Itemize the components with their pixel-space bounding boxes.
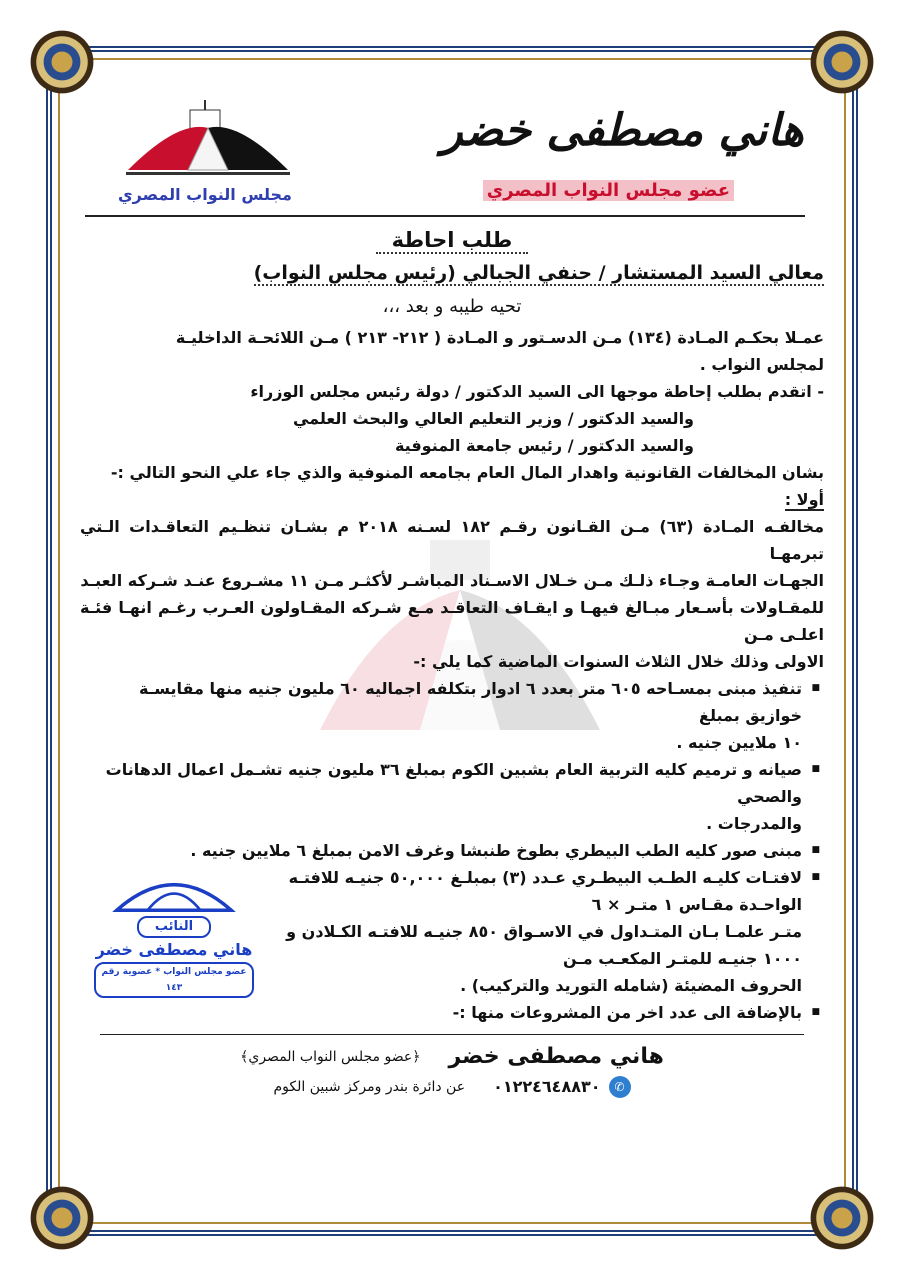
footer-name: هاني مصطفى خضر <box>448 1044 664 1069</box>
corner-ornament <box>22 22 102 102</box>
bullet-item: ■ لافتـات كليـه الطـب البيطـري عـدد (٣) بمبلـغ ٥٠,٠٠٠ جنيـه للافتـه الواحـدة مقـاس ١ متـر × ٦ <box>80 864 824 918</box>
corner-ornament <box>802 22 882 102</box>
addressee-row <box>80 256 824 290</box>
document-title: طلب احاطة <box>376 228 529 254</box>
paragraph-line: الاولى وذلك خلال الثلاث السنوات الماضية كما يلي :- <box>413 652 824 671</box>
recipient-line: والسيد الدكتور / رئيس جامعة المنوفية <box>394 436 694 455</box>
section-first-row <box>80 486 824 513</box>
bullet-item: ■ بالإضافة الى عدد اخر من المشروعات منها :- <box>80 999 824 1026</box>
bullet-continuation: الحروف المضيئة (شامله التوريد والتركيب) . <box>460 976 802 995</box>
stamp-bottom-text: عضو مجلس النواب * عضوية رقم ١٤٣ <box>94 962 254 998</box>
letter-body <box>80 224 824 1101</box>
footer-phone-group <box>493 1073 630 1101</box>
intro-line: لمجلس النواب . <box>699 355 824 374</box>
bullet-item: ■ صيانه و ترميم كليه التربية العام بشبين الكوم بمبلغ ٣٦ مليون جنيه تشـمل اعمال الدهانات والصحي <box>80 756 824 810</box>
bullet-continuation: متـر علمـا بـان المتـداول في الاسـواق ٨٥٠ جنيـه للافتـه الكـلادن و ١٠٠٠ جنيـه للمتـر المكعـب مـن <box>286 922 802 968</box>
recipient-line: والسيد الدكتور / وزير التعليم العالي والبحث العلمي <box>292 409 694 428</box>
paragraph-line: مخالفـه المـادة (٦٣) مـن القـانون رقـم ١٨٢ لسـنه ٢٠١٨ م بشـان تنظـيم التعاقـدات الـتي تبرمهـا <box>80 517 824 563</box>
footer-constituency: عن دائرة بندر ومركز شبين الكوم <box>273 1079 466 1095</box>
parliament-logo-caption: مجلس النواب المصري <box>118 185 292 204</box>
member-title: عضو مجلس النواب المصري <box>483 180 734 201</box>
signature-name: هاني مصطفى خضر <box>441 105 804 156</box>
footer-divider <box>100 1034 804 1035</box>
stamp-name: هاني مصطفى خضر <box>95 940 253 959</box>
footer-name-row <box>80 1041 824 1073</box>
corner-ornament <box>802 1178 882 1258</box>
footer-phone: ٠١٢٢٤٦٤٨٨٣٠ <box>493 1077 601 1096</box>
bullet-item: ■ تنفيذ مبنى بمسـاحه ٦٠٥ متر بعدد ٦ ادوار بتكلفه اجماليه ٦٠ مليون جنيه منها مقايسـة خوازيق بمبلغ <box>80 675 824 729</box>
header-divider <box>85 215 805 217</box>
section-first-heading: أولا : <box>784 490 824 509</box>
bullet-continuation: ١٠ ملايين جنيه . <box>676 733 802 752</box>
document-title-row <box>80 224 824 256</box>
bullet-item: ■ مبنى صور كليه الطب البيطري بطوخ طنبشا وغرف الامن بمبلغ ٦ ملايين جنيه . <box>80 837 824 864</box>
bullet-continuation: والمدرجات . <box>706 814 802 833</box>
addressee: معالي السيد المستشار / حنفي الجبالي (رئيس مجلس النواب) <box>253 262 824 284</box>
recipient-line: - اتقدم بطلب إحاطة موجها الى السيد الدكتور / دولة رئيس مجلس الوزراء <box>250 382 824 401</box>
corner-ornament <box>22 1178 102 1258</box>
footer-title: ﴿عضو مجلس النواب المصري﴾ <box>240 1049 421 1065</box>
paragraph-line: الجهـات العامـة وجـاء ذلـك مـن خـلال الاسـناد المباشـر لأكثـر مـن ١١ مشـروع عنـد شـركه العبـد <box>80 571 824 590</box>
subject-line: بشان المخالفات القانونية واهدار المال العام بجامعه المنوفية والذي جاء علي النحو التالي :- <box>110 463 824 482</box>
paragraph-line: للمقـاولات بأسـعار مبـالغ فيهـا و ايقـاف التعاقـد مـع شـركه المقـاولون العـرب رغـم انهـا فئـة اعلـى مـن <box>80 598 824 644</box>
intro-line: عمـلا بحكـم المـادة (١٣٤) مـن الدسـتور و المـادة ( ٢١٢- ٢١٣ ) مـن اللائحـة الداخليـة <box>175 328 824 347</box>
stamp-top-text: النائب <box>137 916 211 938</box>
greeting: تحيه طيبه و بعد ،،، <box>382 296 522 317</box>
phone-icon: ✆ <box>609 1076 631 1098</box>
parliament-dome-logo <box>118 100 298 180</box>
footer-contact-row <box>80 1073 824 1101</box>
